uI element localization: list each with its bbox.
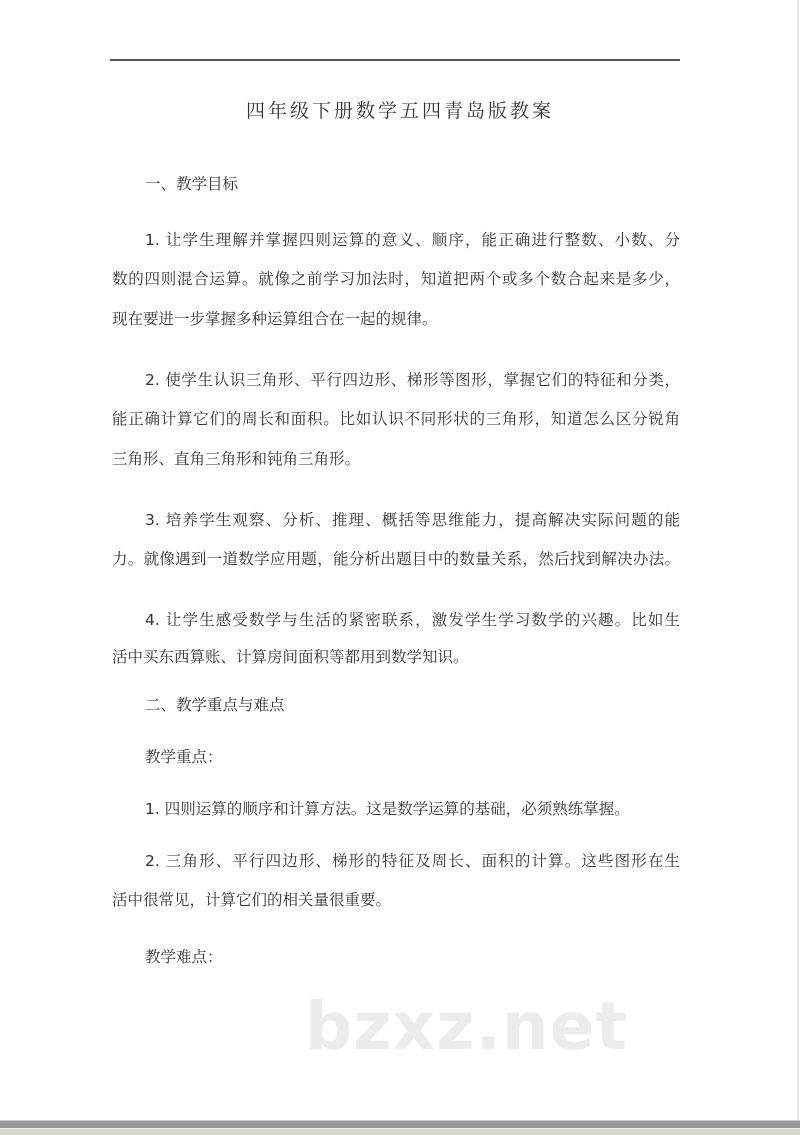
paragraph-line: 现在要进一步掌握多种运算组合在一起的规律。 xyxy=(112,310,438,328)
subheading: 教学难点： xyxy=(145,948,223,966)
paragraph-line: 2. 使学生认识三角形、平行四边形、梯形等图形，掌握它们的特征和分类， xyxy=(145,371,680,389)
paragraph-line: 力。就像遇到一道数学应用题，能分析出题目中的数量关系，然后找到解决办法。 xyxy=(112,550,680,568)
paragraph-line: 活中很常见，计算它们的相关量很重要。 xyxy=(112,891,392,909)
subheading: 教学重点： xyxy=(145,748,223,766)
page-bottom-bar xyxy=(0,1120,800,1128)
paragraph-line: 能正确计算它们的周长和面积。比如认识不同形状的三角形，知道怎么区分锐角 xyxy=(112,410,680,428)
paragraph-line: 数的四则混合运算。就像之前学习加法时，知道把两个或多个数合起来是多少， xyxy=(112,270,680,288)
paragraph-line: 活中买东西算账、计算房间面积等都用到数学知识。 xyxy=(112,648,469,666)
paragraph-line: 三角形、直角三角形和钝角三角形。 xyxy=(112,450,361,468)
paragraph-line: 1. 四则运算的顺序和计算方法。这是数学运算的基础，必须熟练掌握。 xyxy=(145,800,630,818)
header-rule xyxy=(110,59,680,61)
paragraph-line: 1. 让学生理解并掌握四则运算的意义、顺序，能正确进行整数、小数、分 xyxy=(145,231,680,249)
watermark: bzxz.net xyxy=(305,988,629,1065)
section-heading: 一、教学目标 xyxy=(145,175,239,193)
paragraph-line: 4. 让学生感受数学与生活的紧密联系，激发学生学习数学的兴趣。比如生 xyxy=(145,611,680,629)
paragraph-line: 2. 三角形、平行四边形、梯形的特征及周长、面积的计算。这些图形在生 xyxy=(145,852,680,870)
document-title: 四年级下册数学五四青岛版教案 xyxy=(245,100,554,122)
page-edge xyxy=(797,0,799,1120)
paragraph-line: 3. 培养学生观察、分析、推理、概括等思维能力，提高解决实际问题的能 xyxy=(145,511,680,529)
section-heading: 二、教学重点与难点 xyxy=(145,696,285,714)
